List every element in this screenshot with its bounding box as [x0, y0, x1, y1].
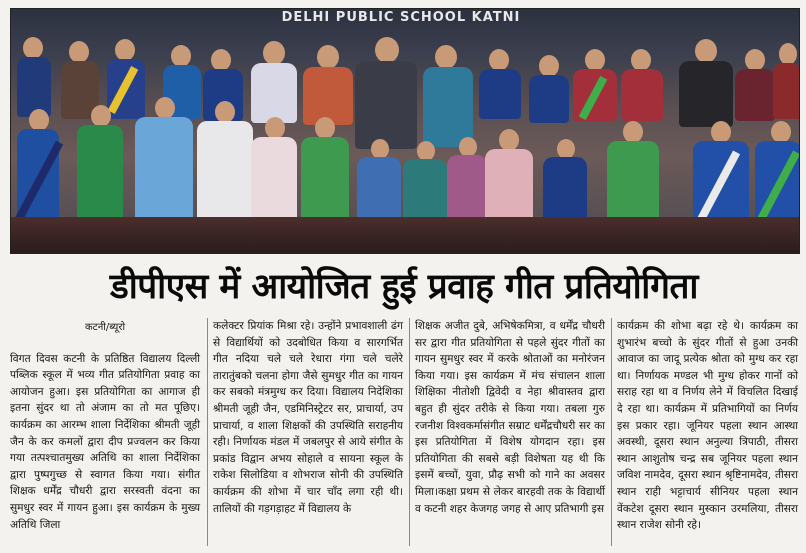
person-head: [745, 49, 765, 71]
person-head: [631, 49, 651, 71]
person-head: [539, 55, 559, 77]
person-head: [499, 129, 519, 151]
article-column-3: [415, 318, 605, 517]
column-text: विगत दिवस कटनी के प्रतिष्ठित विद्यालय दिल्ली पब्लिक स्कूल में भव्य गीत प्रतियोगिता प्रवाह का आयोजन हुआ। इस प्रतियोगिता का आगाज ही इतना सुंदर था तो अंजाम का तो मत पूछिए। कार्यक्रम का आरम्भ शाला निर्देशिका श्रीमती जूही जैन के कर कमलों द्वारा दीप प्रज्वलन कर किया गया तत्पश्चातमुख्य अतिथि का शाला निर्देशिका द्वारा पुष्पगुच्छ से स्वागत किया गया। संगीत शिक्षक धर्मेंद्र चौधरी द्वारा सरस्वती वंदना का सुमधुर स्वर में गायन हुआ। इस कार्यक्रम के मुख्य अतिथि जिला: [10, 352, 200, 531]
person: [251, 63, 297, 123]
person: [423, 67, 473, 147]
person: [303, 67, 353, 125]
person-head: [435, 45, 457, 69]
person-head: [23, 37, 43, 59]
article-column-4: [617, 318, 798, 534]
headline: डीपीएस में आयोजित हुई प्रवाह गीत प्रतियोगिता: [109, 267, 698, 307]
person-head: [265, 117, 285, 139]
person-head: [215, 101, 235, 123]
person-head: [371, 139, 389, 159]
column-divider: [611, 318, 612, 546]
person-head: [171, 45, 191, 67]
column-divider: [207, 318, 208, 546]
person-head: [417, 141, 435, 161]
school-banner: DELHI PUBLIC SCHOOL KATNI: [281, 10, 521, 25]
person-head: [91, 105, 111, 127]
column-text: कार्यक्रम की शोभा बढ़ा रहे थे। कार्यक्रम का शुभारंभ बच्चो के सुंदर गीतों से हुआ उनकी आवाज का जादू प्रत्येक श्रोता को मुग्ध कर रहा था। निर्णायक मण्डल भी मुग्ध होकर गानों को सराह रहा था व निर्णय लेने में विचलित दिखाई दे रहा था। कार्यक्रम में प्रतिभागियों का निर्णय इस प्रकार रहा। जूनियर पहला स्थान आस्था अवस्थी, दूसरा स्थान अनुल्या त्रिपाठी, तीसरा स्थान आशुतोष चन्द्र सब जूनियर पहला स्थान जविश नामदेव, दूसरा स्थान श्रृष्टिनामदेव, तीसरा स्थान राही भट्टाचार्य सीनियर पहला स्थान वेंकटेश दूसरा स्थान मुस्कान उरमलिया, तीसरा स्थान राजेश सोनी रहे।: [617, 320, 798, 532]
person-head: [211, 49, 231, 71]
column-divider: [409, 318, 410, 546]
person-head: [115, 39, 135, 61]
person-head: [585, 49, 605, 71]
person-head: [489, 49, 509, 71]
person: [529, 75, 569, 123]
column-text: कलेक्टर प्रियांक मिश्रा रहे। उन्होंने प्रभावशाली ढंग से विद्यार्थियों को उदबोधित किया व सारगर्भित गीत नदिया चले चले रेधारा गंगा चले चलेरे तारातुंबको चलना होगा जैसे सुमधुर गीत का गायन कर सबको मंत्रमुग्ध कर दिया। विद्यालय निदेशिका श्रीमती जूही जैन, एडमिनिस्ट्रेटर सर, प्राचार्या, उप प्राचार्या, व शाला शिक्षकों की उपस्थिति सराहनीय रही। निर्णायक मंडल में जबलपुर से आये संगीत के प्रकांड विद्वान अभय सोहाले व सायना स्कूल के राकेश सिलोडिया व शोभराज सोनी की उपस्थिति कार्यक्रम की शोभा में चार चाँद लगा रही थी। तालियों की गड़गड़ाहट में विद्यालय के: [213, 320, 403, 515]
person-head: [695, 39, 717, 63]
person-head: [557, 139, 575, 159]
person-head: [623, 121, 643, 143]
person: [479, 69, 521, 119]
person-head: [263, 41, 285, 65]
person: [773, 63, 800, 119]
column-text: शिक्षक अजीत दुबे, अभिषेकमित्रा, व धर्मेंद्र चौधरी सर द्वारा गीत प्रतियोगिता से पहले सुंदर गीतों का गायन सुमधुर स्वर में करके श्रोताओं का मनोरंजन किया गया। इस कार्यक्रम में मंच संचालन शाला शिक्षिका नीतोशी द्विवेदी व नेहा श्रीवास्तव द्वारा बहुत ही सुंदर तरीके से किया गया। तबला गुरु रजनीश विश्वकर्मासंगीत सम्राट धर्मेंद्रचौधरी सर का इस प्रतियोगिता में विशेष योगदान रहा। इस प्रतियोगिता की सबसे बड़ी विशेषता यह थी कि इसमें बच्चों, युवा, प्रौढ़ सभी को गाने का अवसर मिला।कक्षा प्रथम से लेकर बारहवी तक के विद्यार्थी व कटनी शहर केजगह जगह से आए प्रतिभागी इस: [415, 320, 605, 515]
person-head: [317, 45, 339, 69]
article-body: [10, 318, 798, 546]
person: [735, 69, 775, 121]
group-photo: [10, 8, 800, 254]
person: [621, 69, 663, 121]
person-head: [779, 43, 797, 65]
person-head: [69, 41, 89, 63]
person: [17, 57, 51, 117]
stage-floor: [11, 217, 799, 253]
article-column-2: [213, 318, 403, 517]
person-head: [459, 137, 477, 157]
person-chief-guest: [355, 61, 417, 149]
person-head: [155, 97, 175, 119]
article-column-1: [10, 318, 200, 533]
person-head: [375, 37, 399, 63]
person-head: [315, 117, 335, 139]
person-head: [711, 121, 731, 143]
person-head: [29, 109, 49, 131]
person-head: [771, 121, 791, 143]
byline: कटनी/ब्यूरो: [84, 322, 126, 333]
person: [679, 61, 733, 127]
